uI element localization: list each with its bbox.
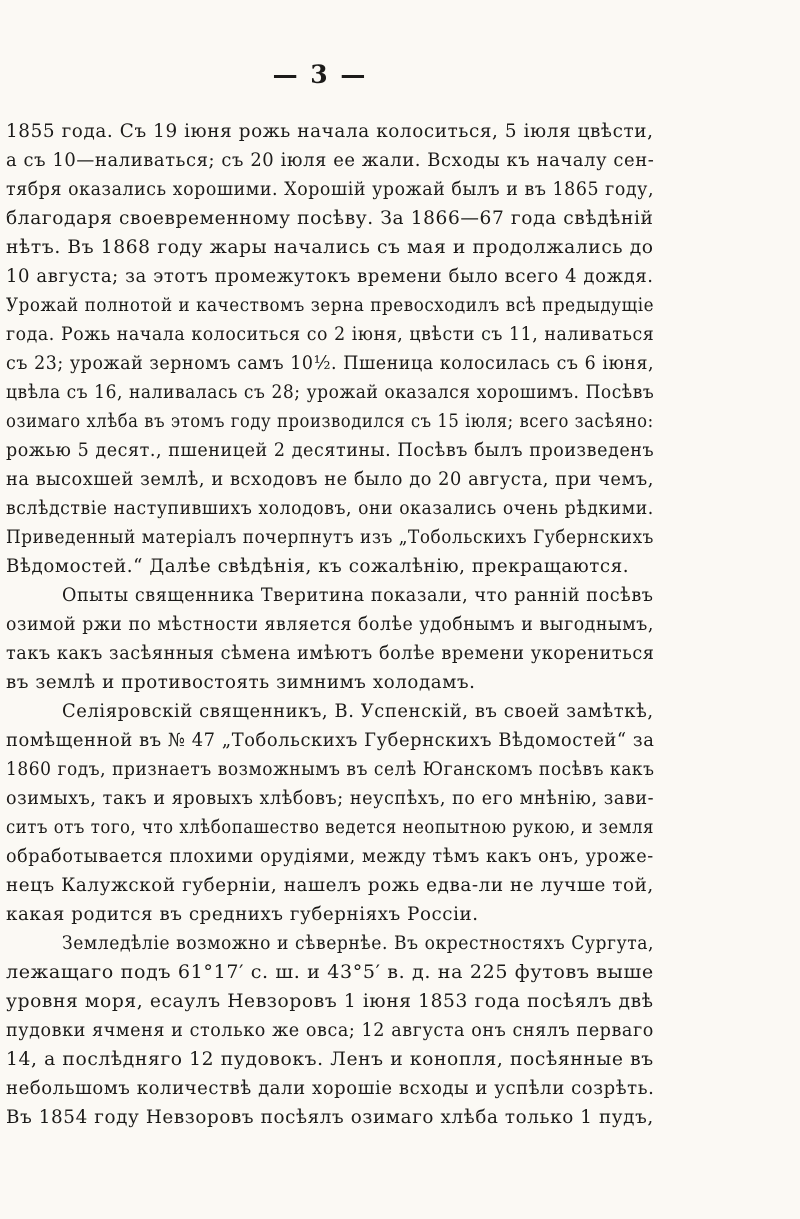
text-line: обработывается плохими орудіями, между тѣмъ какъ онъ, уроже- (6, 846, 654, 867)
text-line: уровня моря, есаулъ Невзоровъ 1 іюня 1853 года посѣялъ двѣ (6, 991, 654, 1012)
text-line: рожью 5 десят., пшеницей 2 десятины. Посѣвъ былъ произведенъ (6, 440, 655, 461)
text-line: на высохшей землѣ, и всходовъ не было до 20 августа, при чемъ, (6, 469, 654, 490)
text-line: помѣщенной въ № 47 „Тобольскихъ Губернскихъ Вѣдомостей“ за (6, 730, 655, 751)
text-line: Вѣдомостей.“ Далѣе свѣдѣнія, къ сожалѣнію, прекращаются. (6, 556, 630, 577)
text-line: пудовки ячменя и столько же овса; 12 августа онъ снялъ перваго (6, 1020, 654, 1041)
text-line: 1855 года. Съ 19 іюня рожь начала колоситься, 5 іюля цвѣсти, (6, 121, 654, 142)
text-line: 10 августа; за этотъ промежутокъ времени было всего 4 дождя. (6, 266, 654, 287)
text-line: благодаря своевременному посѣву. За 1866—67 года свѣдѣній (6, 208, 654, 229)
text-line: а съ 10—наливаться; съ 20 іюля ее жали. Всходы къ началу сен- (6, 150, 655, 171)
text-line: Земледѣліе возможно и сѣвернѣе. Въ окрестностяхъ Сургута, (62, 933, 655, 954)
page-number: — 3 — (272, 60, 368, 89)
text-line: Приведенный матеріалъ почерпнутъ изъ „Тобольскихъ Губернскихъ (6, 527, 654, 548)
text-line: въ землѣ и противостоять зимнимъ холодамъ. (6, 672, 476, 693)
text-line: лежащаго подъ 61°17′ с. ш. и 43°5′ в. д. на 225 футовъ выше (6, 962, 654, 983)
text-line: Опыты священника Тверитина показали, что ранній посѣвъ (62, 585, 654, 606)
text-line: тября оказались хорошими. Хорошій урожай былъ и въ 1865 году, (6, 179, 655, 200)
text-line: 14, а послѣдняго 12 пудовокъ. Ленъ и конопля, посѣянные въ (6, 1049, 654, 1070)
text-line: съ 23; урожай зерномъ самъ 10½. Пшеница колосилась съ 6 іюня, (6, 353, 655, 374)
text-line: какая родится въ среднихъ губерніяхъ Россіи. (6, 904, 479, 925)
text-line: озимыхъ, такъ и яровыхъ хлѣбовъ; неуспѣхъ, по его мнѣнію, зави- (6, 788, 655, 809)
text-line: Урожай полнотой и качествомъ зерна превосходилъ всѣ предыдущіе (6, 295, 655, 316)
text-line: Селіяровскій священникъ, В. Успенскій, въ своей замѣткѣ, (62, 701, 654, 722)
text-line: небольшомъ количествѣ дали хорошіе всходы и успѣли созрѣть. (6, 1078, 655, 1099)
text-line: нецъ Калужской губерніи, нашелъ рожь едва-ли не лучше той, (6, 875, 654, 896)
text-line: цвѣла съ 16, наливалась съ 28; урожай оказался хорошимъ. Посѣвъ (6, 382, 655, 403)
text-line: 1860 годъ, признаетъ возможнымъ въ селѣ Юганскомъ посѣвъ какъ (6, 759, 655, 780)
text-line: такъ какъ засѣянныя сѣмена имѣютъ болѣе времени укорениться (6, 643, 655, 664)
text-line: ситъ отъ того, что хлѣбопашество ведется неопытною рукою, и земля (6, 817, 654, 838)
text-line: нѣтъ. Въ 1868 году жары начались съ мая и продолжались до (6, 237, 654, 258)
text-line: вслѣдствіе наступившихъ холодовъ, они оказались очень рѣдкими. (6, 498, 654, 519)
text-line: озимой ржи по мѣстности является болѣе удобнымъ и выгоднымъ, (6, 614, 654, 635)
text-line: Въ 1854 году Невзоровъ посѣялъ озимаго хлѣба только 1 пудъ, (6, 1107, 654, 1128)
text-line: озимаго хлѣба въ этомъ году производился съ 15 іюля; всего засѣяно: (6, 411, 654, 432)
text-line: года. Рожь начала колоситься со 2 іюня, цвѣсти съ 11, наливаться (6, 324, 655, 345)
